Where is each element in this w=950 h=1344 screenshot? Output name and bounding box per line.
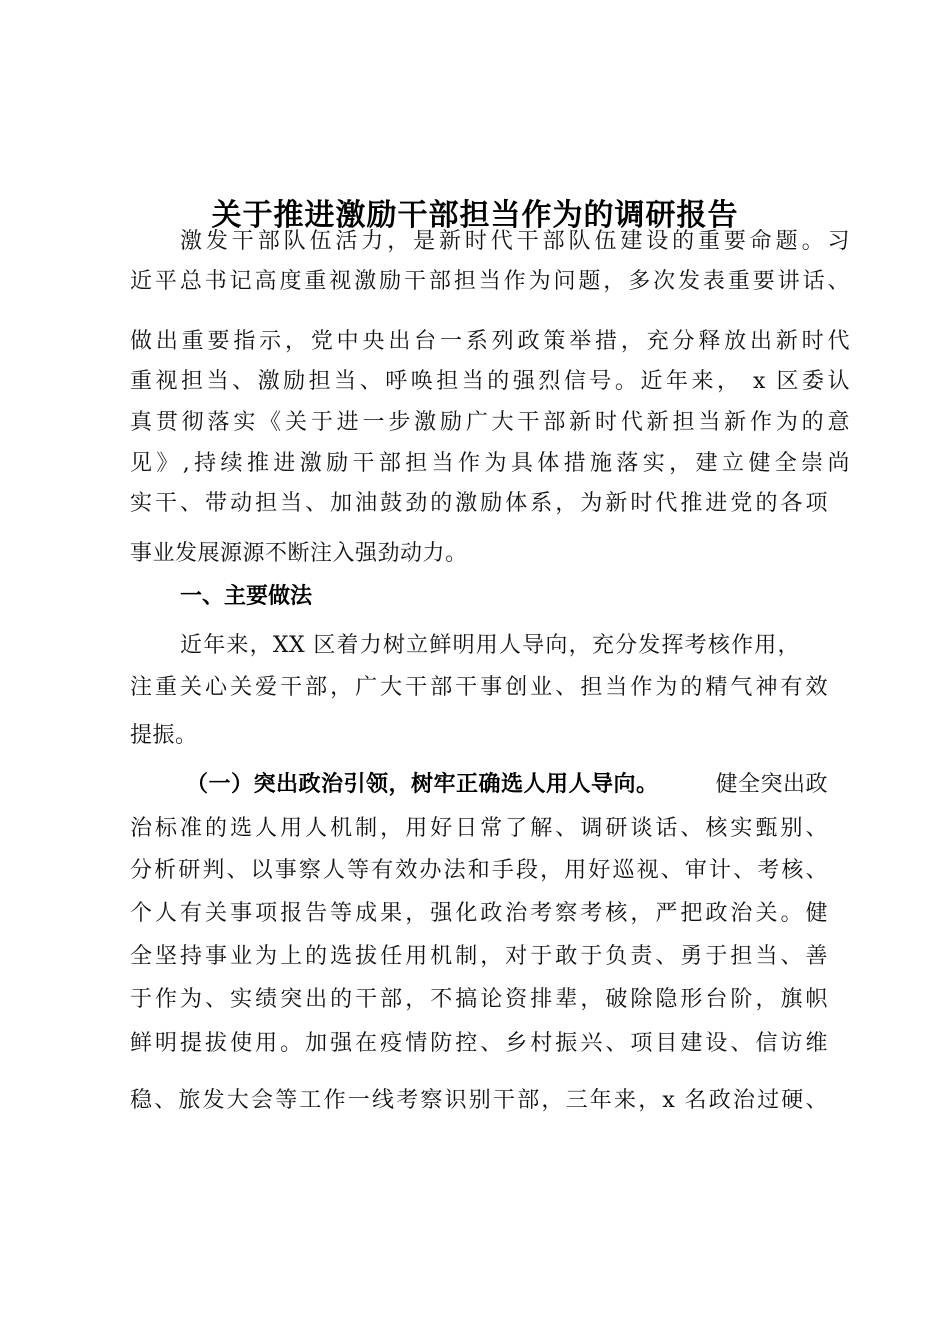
- subsection-line: 分析研判、以事察人等有效办法和手段，用好巡视、审计、考核、: [130, 858, 828, 883]
- section-line: 提振。: [130, 723, 198, 748]
- subsection-line-rest: 健全突出政: [715, 772, 828, 797]
- section-line: 近年来，XX 区着力树立鲜明用人导向，充分发挥考核作用，: [180, 633, 800, 658]
- intro-line: 做出重要指示，党中央出台一系列政策举措，充分释放出新时代: [130, 329, 850, 354]
- document-title: 关于推进激励干部担当作为的调研报告: [211, 198, 739, 233]
- intro-line: 实干、带动担当、加油鼓劲的激励体系，为新时代推进党的各项: [130, 491, 828, 516]
- intro-line: 见》,持续推进激励干部担当作为具体措施落实，建立健全崇尚: [130, 451, 850, 476]
- subsection-first-line: [186, 767, 828, 803]
- subsection-line: 于作为、实绩突出的干部，不搞论资排辈，破除隐形台阶，旗帜: [130, 987, 828, 1012]
- intro-line: 近平总书记高度重视激励干部担当作为问题，多次发表重要讲话、: [130, 269, 850, 294]
- intro-line: 激发干部队伍活力，是新时代干部队伍建设的重要命题。习: [180, 229, 850, 254]
- intro-line: 重视担当、激励担当、呼唤担当的强烈信号。近年来， x 区委认: [130, 369, 850, 394]
- subsection-line: 个人有关事项报告等成果，强化政治考察考核，严把政治关。健: [130, 901, 828, 926]
- intro-line: 真贯彻落实《关于进一步激励广大干部新时代新担当新作为的意: [130, 410, 850, 435]
- subsection-line: 稳、旅发大会等工作一线考察识别干部，三年来，x 名政治过硬、: [130, 1088, 828, 1113]
- intro-line: 事业发展源源不断注入强劲动力。: [130, 541, 468, 566]
- section-heading: 一、主要做法: [180, 584, 313, 609]
- subsection-line: 全坚持事业为上的选拔任用机制，对于敢于负责、勇于担当、善: [130, 944, 828, 969]
- section-line: 注重关心关爱干部，广大干部干事创业、担当作为的精气神有效: [130, 675, 828, 700]
- subsection-line: 治标准的选人用人机制，用好日常了解、调研谈话、核实甄别、: [130, 816, 828, 841]
- subsection-line: 鲜明提拔使用。加强在疫情防控、乡村振兴、项目建设、信访维: [130, 1031, 828, 1056]
- subsection-lead: （一）突出政治引领，树牢正确选人用人导向。: [186, 772, 659, 797]
